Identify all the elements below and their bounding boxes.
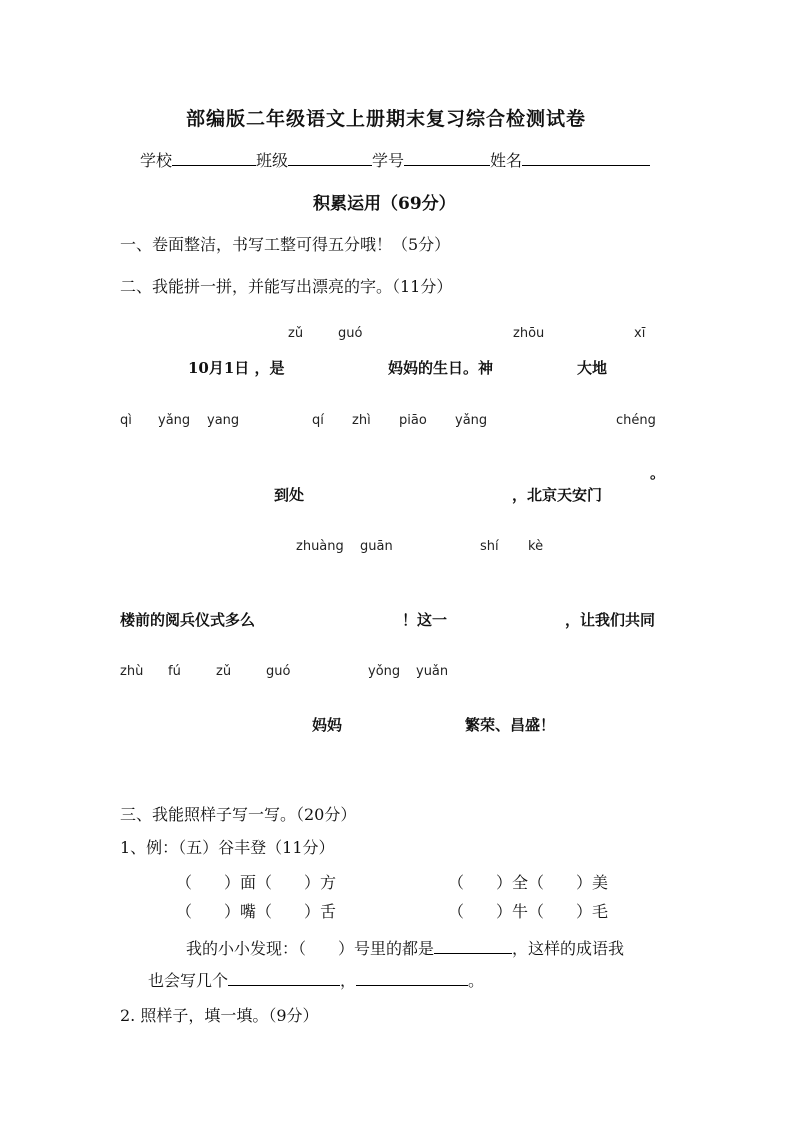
class-blank[interactable] — [288, 149, 372, 166]
pinyin: qí — [312, 413, 324, 428]
pinyin: zhì — [352, 413, 371, 428]
pinyin: guó — [338, 326, 363, 341]
sentence-fragment: 10月1日 ，是 — [188, 359, 285, 377]
idiom-blank-row[interactable]: （ ）牛（ ）毛 — [448, 902, 609, 921]
idiom-answer-blank-1[interactable] — [228, 969, 340, 986]
sentence-fragment: ！这一 — [402, 611, 448, 629]
sentence-fragment: 妈妈 — [312, 716, 343, 734]
sentence-fragment: 楼前的阅兵仪式多么 — [120, 611, 256, 629]
pinyin: zǔ — [216, 664, 232, 679]
number-blank[interactable] — [404, 149, 490, 166]
idiom-blank-row[interactable]: （ ）面（ ）方 — [176, 873, 337, 892]
pinyin: piāo — [399, 413, 427, 428]
discovery-text: 我的小小发现：（ ）号里的都是 — [186, 939, 435, 958]
also-write-text: 也会写几个 — [148, 971, 229, 990]
pinyin: xī — [634, 326, 646, 341]
idiom-blank-row[interactable]: （ ）全（ ）美 — [448, 873, 609, 892]
sentence-fragment: 妈妈的生日。神 — [388, 359, 494, 377]
pinyin: yǒng — [368, 664, 401, 679]
question-3: 三、我能照样子写一写。（20分） — [120, 805, 357, 824]
discovery-blank[interactable] — [434, 937, 512, 954]
pinyin: chéng — [616, 413, 656, 428]
sentence-fragment: 繁荣、昌盛！ — [465, 716, 556, 734]
pinyin: kè — [528, 539, 544, 554]
comma: ， — [340, 971, 357, 990]
pinyin: zǔ — [288, 326, 304, 341]
pinyin: yang — [207, 413, 240, 428]
pinyin: guó — [266, 664, 291, 679]
sentence-fragment: ，让我们共同 — [565, 611, 656, 629]
period: 。 — [468, 971, 485, 990]
pinyin: qì — [120, 413, 132, 428]
school-blank[interactable] — [172, 149, 256, 166]
also-write-line — [148, 968, 484, 991]
sentence-period: 。 — [650, 464, 666, 482]
pinyin: zhuàng — [296, 539, 344, 554]
pinyin: yǎng — [455, 413, 488, 428]
page-title: 部编版二年级语文上册期末复习综合检测试卷 — [186, 108, 587, 130]
discovery-line — [186, 936, 624, 959]
name-label: 姓名 — [490, 151, 523, 170]
number-label: 学号 — [372, 151, 405, 170]
section-heading: 积累运用（69分） — [313, 194, 456, 214]
sentence-fragment: ，北京天安门 — [512, 486, 603, 504]
pinyin: yuǎn — [416, 664, 449, 679]
question-2: 二、我能拼一拼，并能写出漂亮的字。（11分） — [120, 277, 453, 296]
student-info-row — [140, 148, 650, 171]
question-3-1: 1、例：（五）谷丰登（11分） — [120, 838, 335, 857]
sentence-fragment: 到处 — [274, 486, 305, 504]
pinyin: zhù — [120, 664, 144, 679]
sentence-fragment: 大地 — [577, 359, 608, 377]
question-1: 一、卷面整洁，书写工整可得五分哦！（5分） — [120, 235, 451, 254]
school-label: 学校 — [140, 151, 173, 170]
pinyin: guān — [360, 539, 393, 554]
name-blank[interactable] — [522, 149, 650, 166]
pinyin: zhōu — [513, 326, 545, 341]
pinyin: yǎng — [158, 413, 191, 428]
question-3-2: 2. 照样子，填一填。（9分） — [120, 1006, 319, 1025]
class-label: 班级 — [256, 151, 289, 170]
pinyin: shí — [480, 539, 499, 554]
idiom-blank-row[interactable]: （ ）嘴（ ）舌 — [176, 902, 337, 921]
idiom-answer-blank-2[interactable] — [356, 969, 468, 986]
discovery-text-2: ，这样的成语我 — [512, 939, 625, 958]
pinyin: fú — [168, 664, 181, 679]
